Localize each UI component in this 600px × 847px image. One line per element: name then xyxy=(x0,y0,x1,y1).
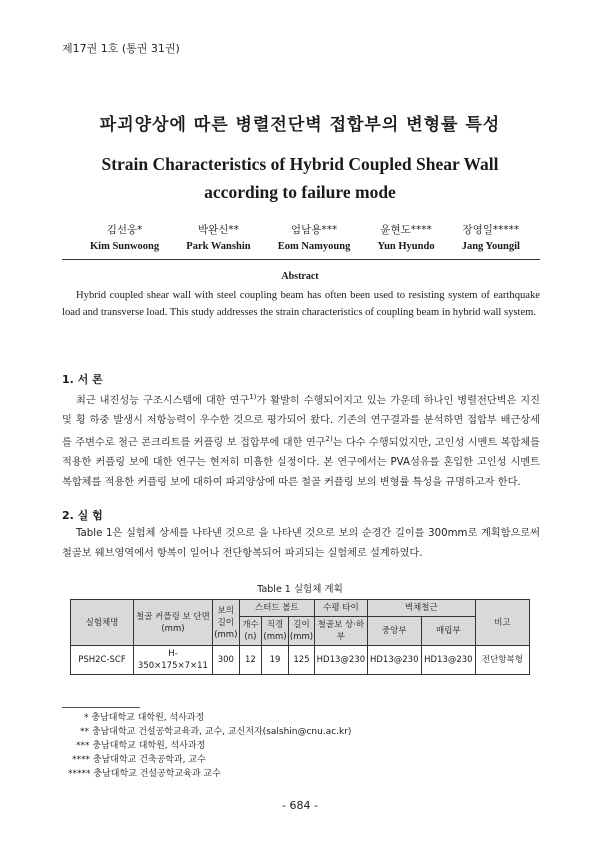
cell-stud-diameter: 19 xyxy=(262,646,289,675)
footnote: *** 충남대학교 대학원, 석사과정 xyxy=(76,741,206,751)
footnote: * 충남대학교 대학원, 석사과정 xyxy=(84,713,205,723)
author-name-korean: 김선웅* xyxy=(106,224,143,236)
author xyxy=(462,222,520,252)
cell-wall-end: HD13@230 xyxy=(421,646,475,675)
journal-issue-header: 제17권 1호 (통권 31권) xyxy=(62,42,180,55)
header-hoop-sub: 철골보 상·하부 xyxy=(315,617,368,646)
author xyxy=(186,222,250,252)
reference-superscript-2[interactable]: 2) xyxy=(325,435,333,444)
reference-superscript-1[interactable]: 1) xyxy=(249,393,257,401)
cell-steel-section: H-350×175×7×11 xyxy=(133,646,212,675)
intro-text-part1: 최근 내진성능 구조시스템에 대한 연구 xyxy=(76,395,250,407)
cell-embed-length: 300 xyxy=(212,646,239,675)
header-note: 비고 xyxy=(475,600,529,646)
author-name-korean: 윤현도**** xyxy=(380,224,432,236)
footnote: **** 충남대학교 건축공학과, 교수 xyxy=(72,755,206,765)
table-caption: Table 1 실험체 계획 xyxy=(257,584,343,595)
cell-specimen: PSH2C-SCF xyxy=(71,646,134,675)
author-name-english: Kim Sunwoong xyxy=(90,241,160,252)
footnote: ** 충남대학교 건설공학교육과, 교수, 교신저자(salshin@cnu.ac.kr) xyxy=(80,727,352,737)
header-stud-diameter: 직경 (mm) xyxy=(262,617,289,646)
cell-hoop: HD13@230 xyxy=(315,646,368,675)
introduction-paragraph xyxy=(62,388,540,492)
header-stud-bolt: 스터드 볼트 xyxy=(239,600,314,617)
footnote-divider xyxy=(62,707,140,708)
specimen-table xyxy=(70,599,530,675)
header-hoop: 수평 타이 xyxy=(315,600,368,617)
header-wall-rebar: 벽체철근 xyxy=(367,600,475,617)
paper-title-english-line1: Strain Characteristics of Hybrid Coupled Shear Wall xyxy=(101,154,499,174)
header-specimen: 실험체명 xyxy=(71,600,134,646)
author-name-korean: 장영일***** xyxy=(462,224,520,236)
author-name-english: Eom Namyoung xyxy=(277,241,351,252)
header-wall-center: 중앙부 xyxy=(367,617,421,646)
footnotes xyxy=(62,711,351,781)
author xyxy=(90,222,159,252)
paper-title-english xyxy=(0,150,600,206)
header-divider xyxy=(62,259,540,260)
section-heading-experiment: 2. 실 험 xyxy=(62,509,103,522)
paper-title-english-line2: according to failure mode xyxy=(204,182,396,202)
author xyxy=(377,222,434,252)
header-wall-end: 매립부 xyxy=(421,617,475,646)
author-list xyxy=(90,222,520,252)
footnote: ***** 충남대학교 건설공학교육과 교수 xyxy=(68,769,221,779)
paper-title-korean: 파괴양상에 따른 병렬전단벽 접합부의 변형률 특성 xyxy=(99,115,501,135)
header-stud-length: 길이 (mm) xyxy=(288,617,314,646)
table-row xyxy=(71,646,530,675)
author-name-korean: 엄남용*** xyxy=(290,224,338,236)
header-stud-count: 개수 (n) xyxy=(239,617,261,646)
header-steel-section: 철골 커플링 보 단면(mm) xyxy=(133,600,212,646)
author-name-korean: 박완신** xyxy=(197,224,239,236)
author xyxy=(278,222,351,252)
intro-text-part3: 는 다수 수행되었지만, 고인성 시멘트 복합체를 적용한 커플링 보에 대한 연구는 현저히 미흡한 실정이다. 본 연구에서는 PVA섬유를 혼입한 고인성 시멘트 복합체를 적용한 커플링 보에 대하여 파괴양상에 따른 철골 커플링 보의 변형률 특성을 규명하고자 한다. xyxy=(62,437,540,488)
abstract-text: Hybrid coupled shear wall with steel coupling beam has often been used to resisting system of earthquake load and transverse load. This study addresses the strain characteristics of coupling beam in hybrid wall system. xyxy=(62,290,540,318)
cell-wall-center: HD13@230 xyxy=(367,646,421,675)
cell-stud-count: 12 xyxy=(239,646,261,675)
page-number: - 684 - xyxy=(282,799,318,812)
cell-stud-length: 125 xyxy=(288,646,314,675)
author-name-english: Park Wanshin xyxy=(186,241,251,252)
author-name-english: Jang Youngil xyxy=(461,241,520,252)
intro-text-part2: 가 활발히 수행되어지고 있는 가운데 하나인 병렬전단벽은 지진 및 횡 하중 발생시 저항능력이 우수한 것으로 평가되어 왔다. 기존의 연구결과를 분석하면 접합부 배근상세를 주변수로 철근 콘크리트를 커플링 보 접합부에 대한 연구 xyxy=(62,395,540,449)
author-name-english: Yun Hyundo xyxy=(377,241,435,252)
header-embed-length: 보의 길이 (mm) xyxy=(212,600,239,646)
cell-note: 전단항복형 xyxy=(475,646,529,675)
abstract-heading: Abstract xyxy=(281,271,319,282)
section-heading-introduction: 1. 서 론 xyxy=(62,373,103,386)
experiment-paragraph: Table 1은 실험체 상세를 나타낸 것으로 을 나타낸 것으로 보의 순경간 길이를 300mm로 계획함으로써 철골보 웨브영역에서 항복이 일어나 전단항복되어 파괴되는 실험체로 설계하였다. xyxy=(62,528,540,559)
